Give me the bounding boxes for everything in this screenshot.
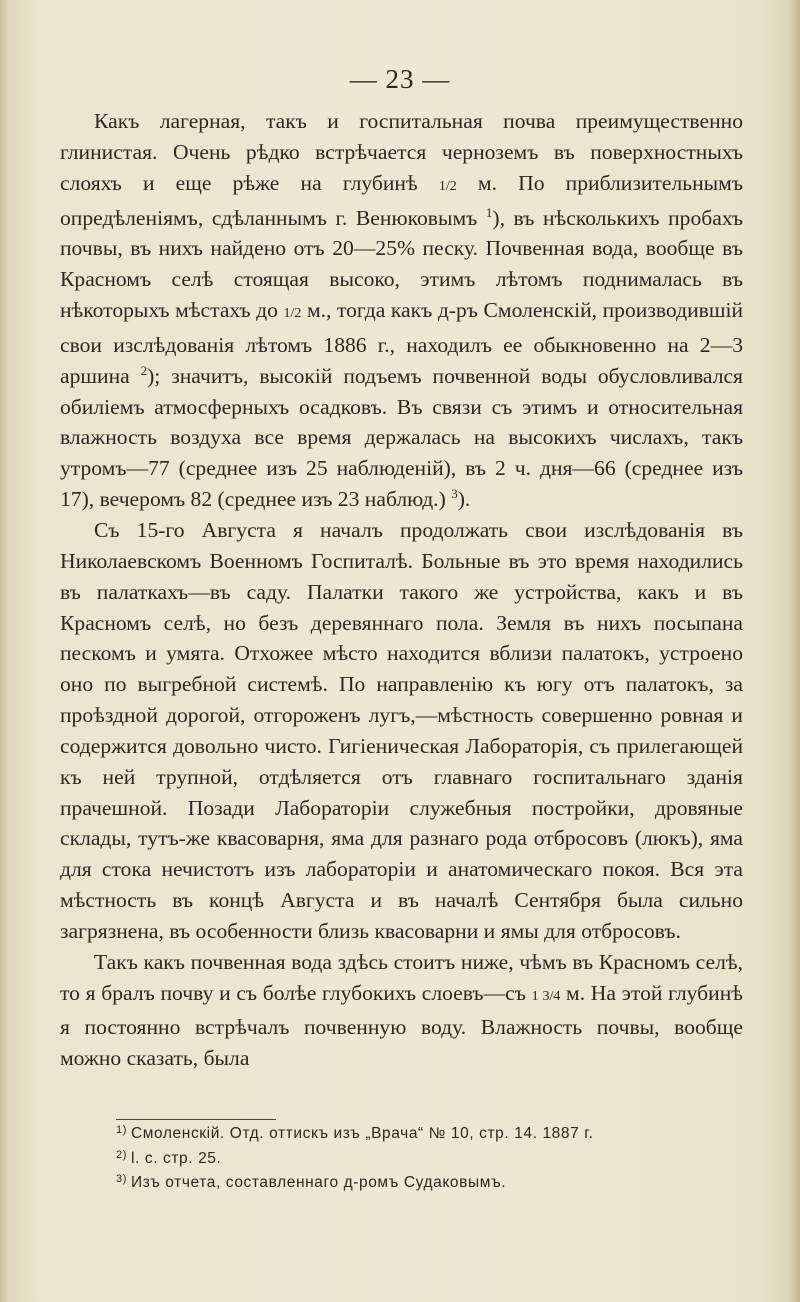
paragraph-2: Съ 15-го Августа я началъ продолжать свои изслѣдованія въ Николаевскомъ Военномъ Госпиталѣ. Больные въ это время находились въ палаткахъ—въ саду. Палатки такого же устройства, какъ и въ Красномъ селѣ, но безъ деревяннаго пола. Земля въ нихъ посыпана пескомъ и умята. Отхожее мѣсто находится вблизи палатокъ, устроено оно по выгребной системѣ. По направленію къ югу отъ палатокъ, за проѣздной дорогой, отгороженъ лугъ,—мѣстность совершенно ровная и содержится довольно чисто. Гигіеническая Лабораторія, съ прилегающей къ ней трупной, отдѣляется отъ главнаго госпитальнаго зданія прачешной. Позади Лабораторіи служебныя постройки, дровяные склады, тутъ-же квасоварня, яма для разнаго рода отбросовъ (люкъ), яма для стока нечистотъ изъ лабораторіи и анатомическаго покоя. Вся эта мѣстность въ концѣ Августа и въ началѣ Сентября была сильно загрязнена, въ особенности близь квасоварни и ямы для отбросовъ.	[60, 517, 743, 943]
main-text	[60, 106, 743, 1074]
footnote-2	[116, 1145, 736, 1170]
footnote-mark: 2)	[116, 1148, 127, 1161]
fraction: 1 3/4	[531, 988, 561, 1004]
footnotes	[116, 1120, 736, 1194]
footnote-text: l. с. стр. 25.	[130, 1149, 222, 1167]
paragraph-3: Такъ какъ почвенная вода здѣсь стоитъ ниже, чѣмъ въ Красномъ селѣ, то я бралъ почву и съ болѣе глубокихъ слоевъ—съ 1 3/4 м. На этой глубинѣ я постоянно встрѣчалъ почвенную воду. Влажность почвы, вообще можно сказать, была	[60, 949, 743, 1071]
footnote-ref: 1	[485, 204, 493, 220]
footnote-ref: 3	[451, 485, 458, 501]
page-left-edge	[0, 0, 10, 1302]
paragraph-1: Какъ лагерная, такъ и госпитальная почва преимущественно глинистая. Очень рѣдко встрѣчается черноземъ въ поверхностныхъ слояхъ и еще рѣже на глубинѣ 1/2 м. По приблизительнымъ опредѣленіямъ, сдѣланнымъ г. Венюковымъ $^1$), въ нѣсколькихъ пробахъ почвы, въ нихъ найдено отъ 20—25% песку. Почвенная вода, вообще въ Красномъ селѣ стоящая высоко, этимъ лѣтомъ поднималась въ нѣкоторыхъ мѣстахъ до 1/2 м., тогда какъ д-ръ Смоленскій, производившій свои изслѣдованія лѣтомъ 1886 г., находилъ ее обыкновенно на 2—3 аршина $^2$); значитъ, высокій подъемъ почвенной воды обусловливался обиліемъ атмосферныхъ осадковъ. Въ связи съ этимъ и относительная влажность воздуха все время держалась на высокихъ числахъ, такъ утромъ—77 (среднее изъ 25 наблюденій), въ 2 ч. дня—66 (среднее изъ 17), вечеромъ 82 (среднее изъ 23 наблюд.) $^3$).	[60, 109, 744, 512]
footnote-mark: 1)	[116, 1124, 127, 1136]
footnote-1	[116, 1120, 736, 1145]
fraction: 1/2	[438, 178, 457, 194]
page-right-edge	[786, 0, 800, 1302]
fraction: 1/2	[283, 306, 302, 322]
footnote-text: Изъ отчета, составленнаго д-ромъ Судаковымъ.	[130, 1174, 507, 1191]
footnote-mark: 3)	[116, 1173, 127, 1185]
footnote-3	[116, 1169, 736, 1194]
footnote-ref: 2	[140, 362, 148, 378]
page-number: — 23 —	[349, 64, 451, 94]
footnote-text: Смоленскій. Отд. оттискъ изъ „Врача“ № 10, стр. 14. 1887 г.	[130, 1125, 594, 1142]
